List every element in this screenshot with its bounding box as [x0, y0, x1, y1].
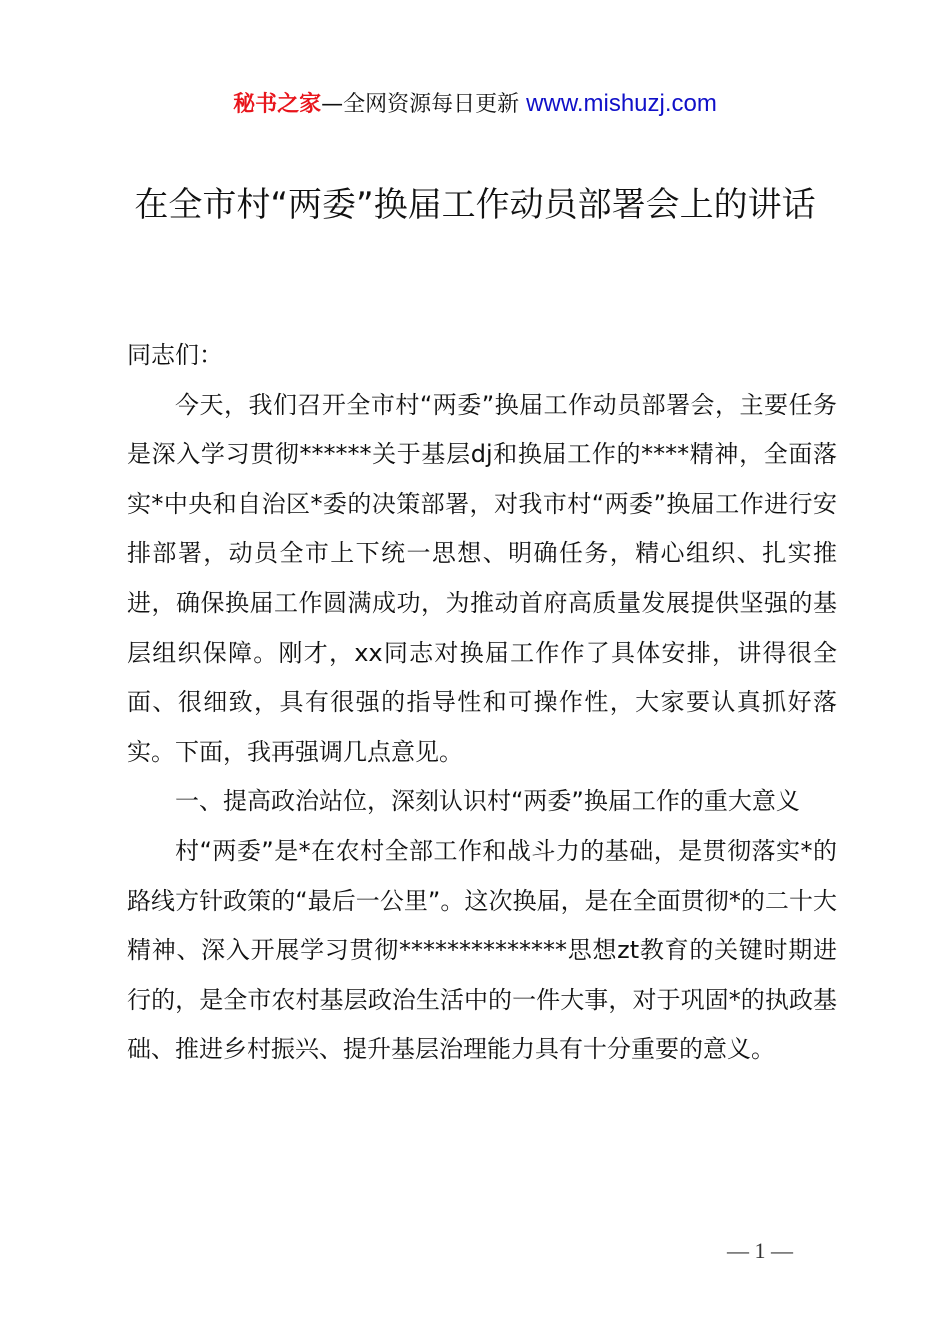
site-link[interactable]: www.mishuzj.com — [526, 90, 717, 117]
section-heading-1: 一、提高政治站位，深刻认识村“两委”换届工作的重大意义 — [175, 787, 800, 816]
page-number: — 1 — — [727, 1238, 793, 1263]
brand-name: 秘书之家 — [233, 92, 322, 117]
banner-tagline: —全网资源每日更新 — [321, 92, 527, 117]
site-banner — [0, 86, 950, 123]
document-body — [127, 331, 837, 1075]
paragraph-section-1: 村“两委”是*在农村全部工作和战斗力的基础，是贯彻落实*的路线方针政策的“最后一公里”。这次换届，是在全面贯彻*的二十大精神、深入开展学习贯彻**************思想zt教育的关键时期进行的，是全市农村基层政治生活中的一件大事，对于巩固*的执政基础、推进乡村振兴、提升基层治理能力具有十分重要的意义。 — [127, 836, 837, 1064]
document-title: 在全市村“两委”换届工作动员部署会上的讲话 — [134, 185, 816, 225]
paragraph-intro: 今天，我们召开全市村“两委”换届工作动员部署会，主要任务是深入学习贯彻******关于基层dj和换届工作的****精神，全面落实*中央和自治区*委的决策部署，对我市村“两委”换届工作进行安排部署，动员全市上下统一思想、明确任务，精心组织、扎实推进，确保换届工作圆满成功，为推动首府高质量发展提供坚强的基层组织保障。刚才，xx同志对换届工作作了具体安排，讲得很全面、很细致，具有很强的指导性和可操作性，大家要认真抓好落实。下面，我再强调几点意见。 — [127, 390, 837, 766]
salutation: 同志们： — [127, 341, 223, 369]
